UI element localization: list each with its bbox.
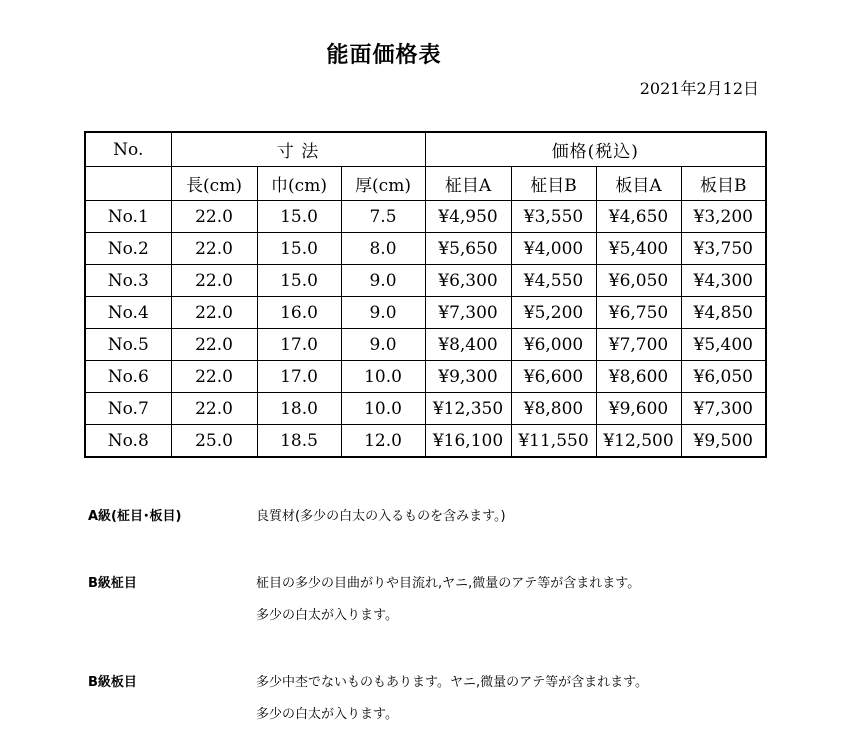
- cell-price-masame-b: ¥5,200: [511, 297, 596, 329]
- cell-price-itame-a: ¥6,050: [596, 265, 681, 297]
- cell-model-number: No.3: [85, 265, 171, 297]
- cell-price-masame-b: ¥11,550: [511, 425, 596, 458]
- price-header: 価格(税込): [425, 132, 766, 167]
- cell-model-number: No.2: [85, 233, 171, 265]
- cell-thickness: 9.0: [341, 297, 425, 329]
- cell-width: 15.0: [257, 233, 341, 265]
- cell-length: 22.0: [171, 329, 257, 361]
- cell-price-itame-a: ¥7,700: [596, 329, 681, 361]
- cell-length: 22.0: [171, 265, 257, 297]
- cell-width: 15.0: [257, 201, 341, 233]
- note-label: A級(柾目･板目): [88, 509, 182, 524]
- cell-price-itame-b: ¥5,400: [681, 329, 766, 361]
- table-row: [85, 297, 766, 329]
- cell-price-masame-a: ¥7,300: [425, 297, 511, 329]
- note-label: B級板目: [88, 675, 137, 690]
- cell-price-itame-a: ¥6,750: [596, 297, 681, 329]
- cell-model-number: No.1: [85, 201, 171, 233]
- note-text: 多少の白太が入ります。: [256, 608, 398, 623]
- cell-width: 15.0: [257, 265, 341, 297]
- note-text: 柾目の多少の目曲がりや目流れ,ヤニ,微量のアテ等が含まれます。: [256, 576, 641, 591]
- table-row: [85, 201, 766, 233]
- page-title: 能面価格表: [326, 42, 442, 68]
- cell-length: 22.0: [171, 297, 257, 329]
- cell-width: 16.0: [257, 297, 341, 329]
- cell-length: 22.0: [171, 361, 257, 393]
- cell-thickness: 7.5: [341, 201, 425, 233]
- cell-thickness: 9.0: [341, 265, 425, 297]
- cell-length: 22.0: [171, 393, 257, 425]
- cell-price-masame-b: ¥8,800: [511, 393, 596, 425]
- table-row: [85, 329, 766, 361]
- table-row: [85, 233, 766, 265]
- cell-price-itame-b: ¥9,500: [681, 425, 766, 458]
- cell-length: 25.0: [171, 425, 257, 458]
- table-header-row: [85, 132, 766, 167]
- cell-thickness: 10.0: [341, 361, 425, 393]
- cell-price-itame-a: ¥5,400: [596, 233, 681, 265]
- table-row: [85, 265, 766, 297]
- cell-width: 17.0: [257, 361, 341, 393]
- subheader-empty: [85, 167, 171, 201]
- cell-price-itame-b: ¥4,300: [681, 265, 766, 297]
- cell-thickness: 12.0: [341, 425, 425, 458]
- cell-model-number: No.8: [85, 425, 171, 458]
- cell-price-masame-b: ¥6,600: [511, 361, 596, 393]
- cell-price-itame-b: ¥3,200: [681, 201, 766, 233]
- note-text: 良質材(多少の白太の入るものを含みます。): [256, 509, 506, 524]
- cell-thickness: 9.0: [341, 329, 425, 361]
- cell-price-masame-a: ¥12,350: [425, 393, 511, 425]
- price-table: [84, 131, 767, 458]
- cell-price-itame-a: ¥9,600: [596, 393, 681, 425]
- cell-model-number: No.7: [85, 393, 171, 425]
- cell-price-masame-a: ¥9,300: [425, 361, 511, 393]
- note-text: 多少の白太が入ります。: [256, 707, 398, 722]
- cell-width: 18.0: [257, 393, 341, 425]
- cell-thickness: 8.0: [341, 233, 425, 265]
- cell-price-itame-b: ¥3,750: [681, 233, 766, 265]
- cell-model-number: No.6: [85, 361, 171, 393]
- subheader-length: 長(cm): [171, 167, 257, 201]
- note-text: 多少中杢でないものもあります。ヤニ,微量のアテ等が含まれます。: [256, 675, 649, 690]
- cell-price-masame-b: ¥4,000: [511, 233, 596, 265]
- cell-length: 22.0: [171, 233, 257, 265]
- cell-model-number: No.4: [85, 297, 171, 329]
- size-header: 寸 法: [171, 132, 425, 167]
- cell-price-masame-a: ¥4,950: [425, 201, 511, 233]
- no-header: No.: [85, 132, 171, 167]
- cell-price-itame-a: ¥8,600: [596, 361, 681, 393]
- table-row: [85, 425, 766, 458]
- cell-length: 22.0: [171, 201, 257, 233]
- table-body: [85, 201, 766, 458]
- subheader-itame-b: 板目B: [681, 167, 766, 201]
- cell-price-itame-b: ¥6,050: [681, 361, 766, 393]
- document-date: 2021年2月12日: [639, 79, 759, 98]
- cell-width: 18.5: [257, 425, 341, 458]
- cell-price-masame-a: ¥6,300: [425, 265, 511, 297]
- subheader-masame-b: 柾目B: [511, 167, 596, 201]
- cell-price-itame-a: ¥4,650: [596, 201, 681, 233]
- cell-price-masame-a: ¥8,400: [425, 329, 511, 361]
- subheader-width: 巾(cm): [257, 167, 341, 201]
- subheader-itame-a: 板目A: [596, 167, 681, 201]
- subheader-masame-a: 柾目A: [425, 167, 511, 201]
- cell-thickness: 10.0: [341, 393, 425, 425]
- cell-price-masame-b: ¥4,550: [511, 265, 596, 297]
- subheader-thickness: 厚(cm): [341, 167, 425, 201]
- cell-price-itame-a: ¥12,500: [596, 425, 681, 458]
- note-label: B級柾目: [88, 576, 137, 591]
- cell-width: 17.0: [257, 329, 341, 361]
- table-row: [85, 393, 766, 425]
- cell-price-masame-a: ¥5,650: [425, 233, 511, 265]
- cell-price-itame-b: ¥7,300: [681, 393, 766, 425]
- cell-price-masame-a: ¥16,100: [425, 425, 511, 458]
- cell-model-number: No.5: [85, 329, 171, 361]
- cell-price-masame-b: ¥3,550: [511, 201, 596, 233]
- cell-price-itame-b: ¥4,850: [681, 297, 766, 329]
- cell-price-masame-b: ¥6,000: [511, 329, 596, 361]
- table-subheader-row: [85, 167, 766, 201]
- table-row: [85, 361, 766, 393]
